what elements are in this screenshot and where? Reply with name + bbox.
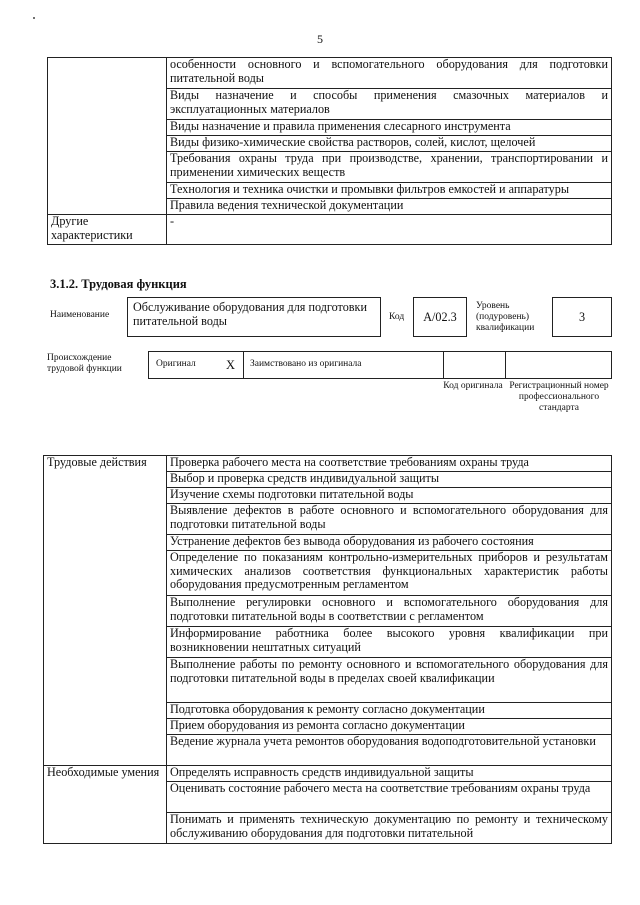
table-row: Ведение журнала учета ремонтов оборудования водоподготовительной установки bbox=[167, 735, 612, 766]
table-left-cell bbox=[48, 58, 167, 215]
table-row: Технология и техника очистки и промывки фильтров емкостей и аппаратуры bbox=[167, 183, 612, 199]
original-mark: X bbox=[226, 358, 236, 372]
level-value: 3 bbox=[578, 310, 586, 324]
origin-row bbox=[148, 351, 612, 379]
table-row: Подготовка оборудования к ремонту согласно документации bbox=[167, 703, 612, 719]
borrowed-label: Заимствовано из оригинала bbox=[250, 359, 362, 369]
code-value: А/02.3 bbox=[423, 310, 457, 324]
code-label: Код bbox=[389, 312, 405, 322]
table-row: Прием оборудования из ремонта согласно документации bbox=[167, 719, 612, 735]
table-row: Определение по показаниям контрольно-измерительных приборов и результатам химических анализов соответствия функциональных характеристик работы оборудования предусмотренным регламентом bbox=[167, 551, 612, 596]
table-row: Выполнение работы по ремонту основного и вспомогательного оборудования для подготовки питательной воды в пределах своей квалификации bbox=[167, 658, 612, 703]
page-number: 5 bbox=[317, 32, 323, 46]
table-row: Оценивать состояние рабочего места на соответствие требованиям охраны труда bbox=[167, 782, 612, 813]
table-row: Виды физико-химические свойства растворов, солей, кислот, щелочей bbox=[167, 136, 612, 152]
table-row: Выполнение регулировки основного и вспомогательного оборудования для подготовки питательной воды в соответствии с регламентом bbox=[167, 596, 612, 627]
table-row: Проверка рабочего места на соответствие требованиям охраны труда bbox=[167, 456, 612, 472]
origin-divider bbox=[443, 351, 444, 379]
qualification-level-label: Уровень (подуровень) квалификации bbox=[476, 301, 535, 333]
registration-number-caption: Регистрационный номер профессионального стандарта bbox=[509, 381, 609, 413]
table-row: Виды назначение и правила применения слесарного инструмента bbox=[167, 120, 612, 136]
origin-divider bbox=[243, 351, 244, 379]
table-row: Устранение дефектов без вывода оборудования из рабочего состояния bbox=[167, 535, 612, 551]
table-row: особенности основного и вспомогательного оборудования для подготовки питательной воды bbox=[167, 58, 612, 89]
code-original-caption: Код оригинала bbox=[443, 381, 503, 391]
origin-divider bbox=[505, 351, 506, 379]
table-row: Правила ведения технической документации bbox=[167, 199, 612, 215]
table-row: Определять исправность средств индивидуальной защиты bbox=[167, 766, 612, 782]
table-row: Информирование работника более высокого уровня квалификации при возникновении нештатных ситуаций bbox=[167, 627, 612, 658]
other-characteristics-label: Другие характеристики bbox=[48, 215, 167, 245]
table-row: Виды назначение и способы применения смазочных материалов и эксплуатационных материалов bbox=[167, 89, 612, 120]
table-row: Выявление дефектов в работе основного и вспомогательного оборудования для подготовки питательной воды bbox=[167, 504, 612, 535]
section-heading: 3.1.2. Трудовая функция bbox=[50, 277, 187, 291]
required-skills-label: Необходимые умения bbox=[44, 766, 167, 844]
table-row: Выбор и проверка средств индивидуальной защиты bbox=[167, 472, 612, 488]
name-label: Наименование bbox=[50, 310, 110, 320]
table-row: Изучение схемы подготовки питательной воды bbox=[167, 488, 612, 504]
scan-speck bbox=[33, 17, 35, 19]
table-row: Понимать и применять техническую документацию по ремонту и техническому обслуживанию оборудования для подготовки питательной bbox=[167, 813, 612, 844]
original-label: Оригинал bbox=[156, 359, 196, 369]
labor-actions-label: Трудовые действия bbox=[44, 456, 167, 766]
other-characteristics-value: - bbox=[167, 215, 612, 245]
knowledge-table bbox=[47, 57, 612, 245]
function-name: Обслуживание оборудования для подготовки питательной воды bbox=[133, 300, 367, 328]
origin-label: Происхождение трудовой функции bbox=[47, 353, 122, 374]
table-row: Требования охраны труда при производстве, хранении, транспортировании и применении химических веществ bbox=[167, 152, 612, 183]
labor-actions-table bbox=[43, 455, 612, 844]
